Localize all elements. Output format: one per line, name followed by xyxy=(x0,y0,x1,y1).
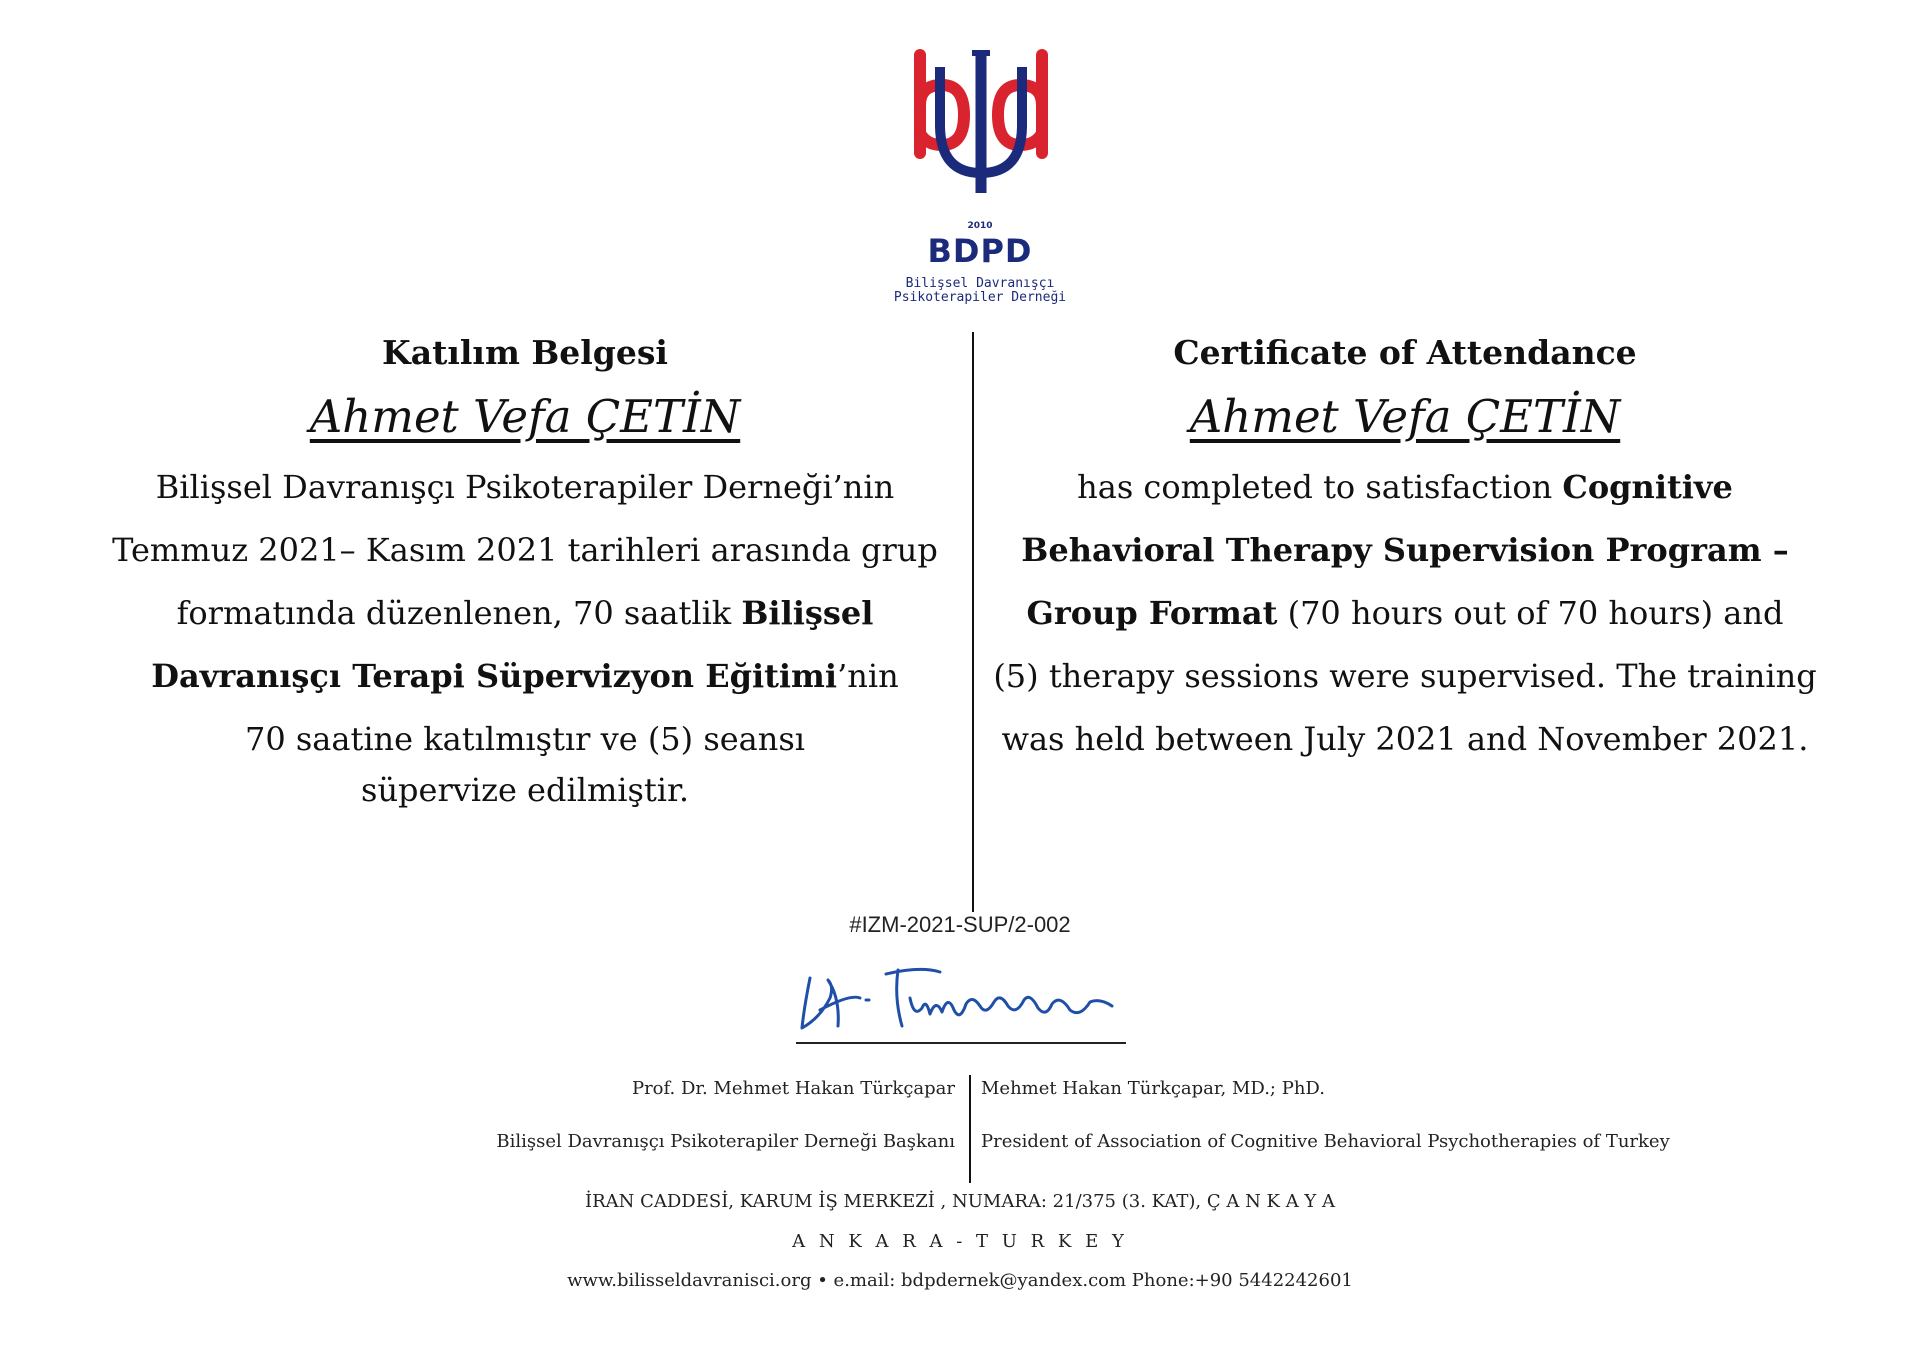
turkish-certificate-text xyxy=(80,330,970,811)
logo-subtitle-line2: Psikoterapiler Derneği xyxy=(893,290,1067,305)
en-program-name-part2: Behavioral Therapy Supervision Program – xyxy=(1021,531,1789,569)
en-program-name-part1: Cognitive xyxy=(1562,468,1733,506)
logo-subtitle-line1: Bilişsel Davranışçı xyxy=(905,276,1055,291)
signatory-divider xyxy=(969,1075,971,1183)
signatory-title-en: President of Association of Cognitive Behavioral Psychotherapies of Turkey xyxy=(981,1131,1670,1152)
psi-logo-mark xyxy=(880,45,1080,195)
certificate-id: #IZM-2021-SUP/2-002 xyxy=(849,912,1071,937)
column-divider xyxy=(972,332,974,912)
en-body-line: (5) therapy sessions were supervised. The training xyxy=(993,657,1817,695)
address-line1: İRAN CADDESİ, KARUM İŞ MERKEZİ , NUMARA: 21/375 (3. KAT), Ç A N K A Y A xyxy=(584,1191,1336,1212)
en-program-name-part3: Group Format xyxy=(1026,594,1278,632)
signature-line xyxy=(796,1042,1126,1044)
english-certificate-text xyxy=(980,330,1830,771)
tr-body-line xyxy=(80,582,970,645)
logo-abbreviation: BDPD xyxy=(927,232,1033,270)
en-body-line xyxy=(980,456,1830,519)
tr-program-name-part2: Davranışçı Terapi Süpervizyon Eğitimi xyxy=(151,657,838,695)
logo-year: 2010 xyxy=(967,221,993,231)
contact-info: www.bilisseldavranisci.org • e.mail: bdpdernek@yandex.com Phone:+90 5442242601 xyxy=(567,1270,1353,1291)
turkish-heading: Katılım Belgesi xyxy=(382,333,668,372)
signatory-title-tr: Bilişsel Davranışçı Psikoterapiler Derneği Başkanı xyxy=(496,1131,955,1152)
signatory-name-tr: Prof. Dr. Mehmet Hakan Türkçapar xyxy=(631,1078,955,1099)
association-logo xyxy=(880,45,1080,305)
tr-body-line xyxy=(80,645,970,708)
tr-body-line: Bilişsel Davranışçı Psikoterapiler Derneği’nin xyxy=(155,468,895,506)
en-body-text: (70 hours out of 70 hours) and xyxy=(1277,594,1784,632)
signatory-name-en: Mehmet Hakan Türkçapar, MD.; PhD. xyxy=(981,1078,1325,1099)
tr-body-text: formatında düzenlenen, 70 saatlik xyxy=(176,594,742,632)
english-body xyxy=(980,456,1830,771)
address-line2: A N K A R A - T U R K E Y xyxy=(792,1231,1128,1252)
en-body-text: has completed to satisfaction xyxy=(1077,468,1563,506)
en-body-line xyxy=(980,519,1830,582)
tr-body-text: ’nin xyxy=(837,657,899,695)
recipient-name-en: Ahmet Vefa ÇETİN xyxy=(1189,390,1621,443)
handwritten-signature xyxy=(790,958,1130,1038)
recipient-name-tr: Ahmet Vefa ÇETİN xyxy=(309,390,741,443)
turkish-body xyxy=(80,456,970,771)
english-heading: Certificate of Attendance xyxy=(1173,333,1637,372)
tr-program-name-part1: Bilişsel xyxy=(741,594,874,632)
tr-body-line: Temmuz 2021– Kasım 2021 tarihleri arasında grup xyxy=(112,531,938,569)
en-body-line xyxy=(980,582,1830,645)
tr-body-line: süpervize edilmiştir. xyxy=(361,771,689,809)
tr-body-line: 70 saatine katılmıştır ve (5) seansı xyxy=(244,720,806,758)
en-body-line: was held between July 2021 and November 2021. xyxy=(1001,720,1809,758)
